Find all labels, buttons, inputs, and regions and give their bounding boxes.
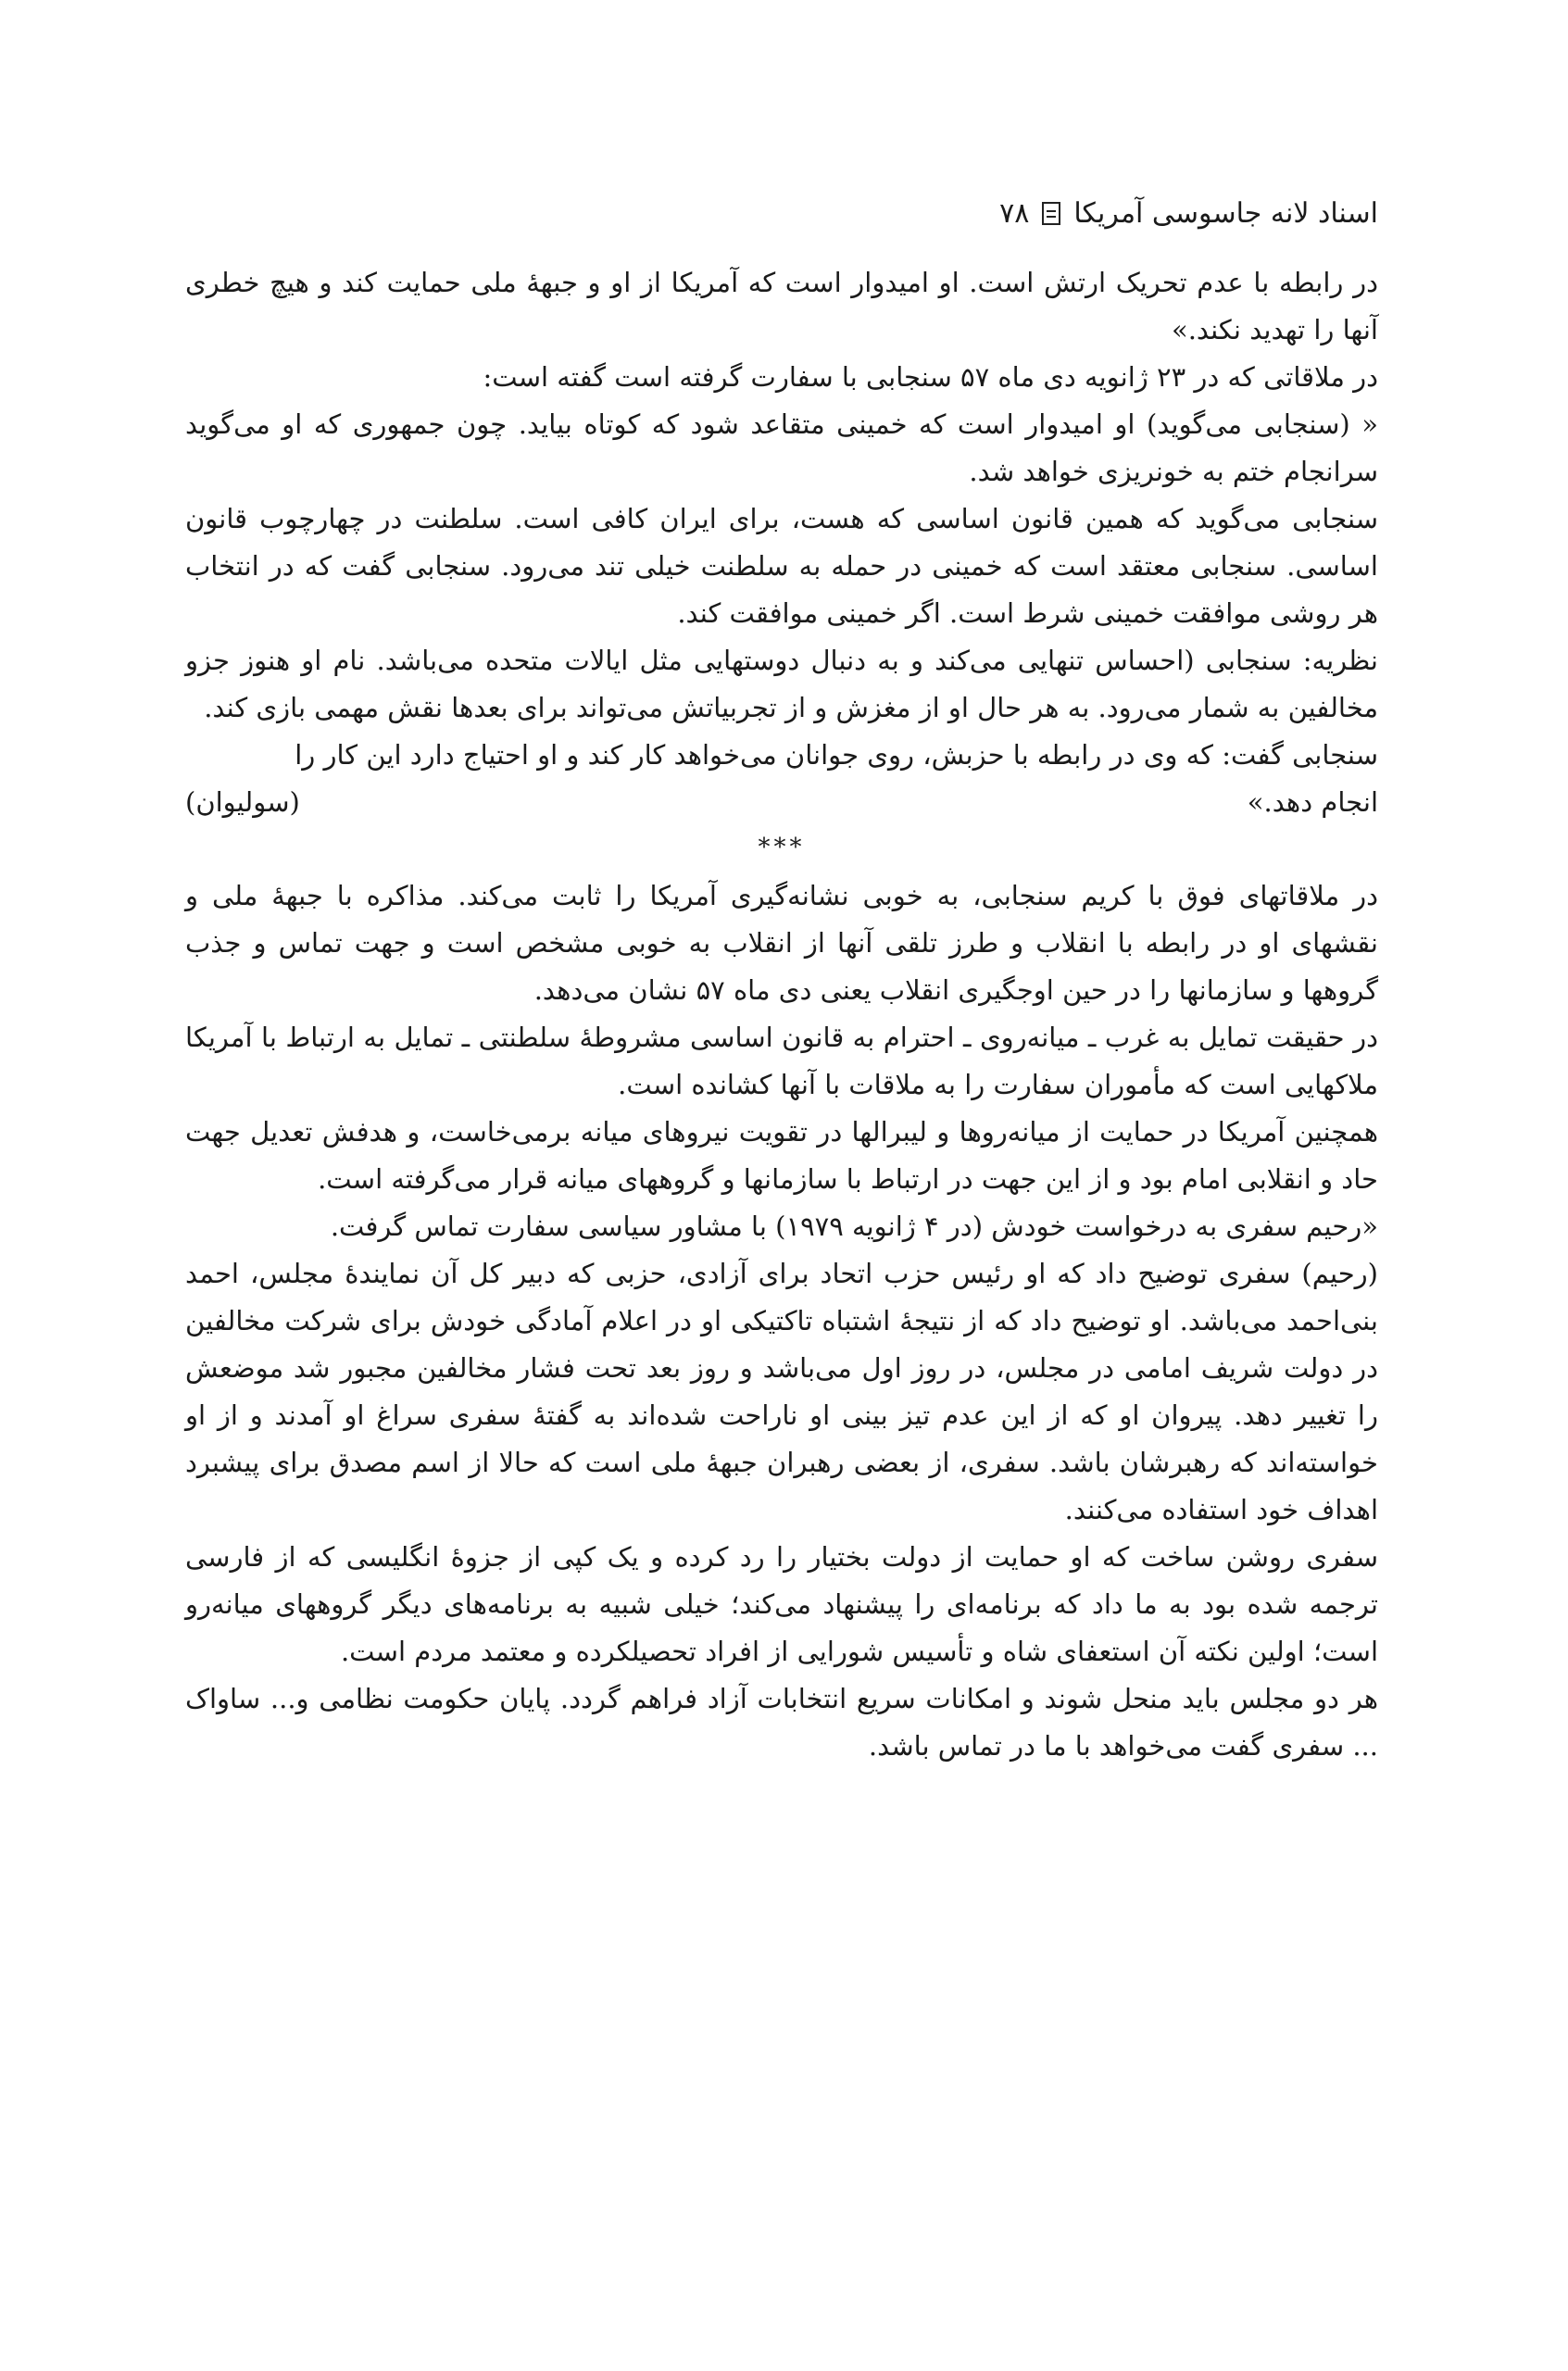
paragraph: « (سنجابی می‌گوید) او امیدوار است که خمینی متقاعد شود که کوتاه بیاید. چون جمهوری که او می‌گوید سرانجام ختم به خونریزی خواهد شد. bbox=[185, 408, 1378, 487]
paragraph: «رحیم سفری به درخواست خودش (در ۴ ژانویه ۱۹۷۹) با مشاور سیاسی سفارت تماس گرفت. bbox=[330, 1211, 1378, 1242]
page-header bbox=[190, 190, 1378, 236]
paragraph: در حقیقت تمایل به غرب ـ میانه‌روی ـ احترام به قانون اساسی مشروطهٔ سلطنتی ـ تمایل به ارتباط با آمریکا ملاکهایی است که مأموران سفارت را به ملاقات با آنها کشانده است. bbox=[185, 1022, 1378, 1100]
paragraph: (رحیم) سفری توضیح داد که او رئیس حزب اتحاد برای آزادی، حزبی که دبیر کل آن نمایندهٔ مجلس، احمد بنی‌احمد می‌باشد. او توضیح داد که از نتیجهٔ اشتباه تاکتیکی او در اعلام آمادگی خودش برای شرکت مخالفین در دولت شریف امامی در مجلس، در روز اول می‌باشد و روز بعد تحت فشار مخالفین مجبور شد موضعش را تغییر دهد. پیروان او که از این عدم تیز بینی او ناراحت شده‌اند به گفتهٔ سفری سراغ او آمدند و از او خواسته‌اند که رهبرشان باشد. سفری، از بعضی رهبران جبههٔ ملی است که حالا از اسم مصدق برای پیشبرد اهداف خود استفاده می‌کنند. bbox=[185, 1258, 1378, 1525]
book-title: اسناد لانه جاسوسی آمریکا bbox=[1073, 196, 1378, 230]
page-number: ۷۸ bbox=[999, 196, 1030, 230]
paragraph: در ملاقاتی که در ۲۳ ژانویه دی ماه ۵۷ سنجابی با سفارت گرفته است گفته است: bbox=[483, 361, 1378, 393]
paragraph: سنجابی می‌گوید که همین قانون اساسی که هست، برای ایران کافی است. سلطنت در چهارچوب قانون اساسی. سنجابی معتقد است که خمینی در حمله به سلطنت خیلی تند می‌رود. سنجابی گفت که در انتخاب هر روشی موافقت خمینی شرط است. اگر خمینی موافقت کند. bbox=[185, 503, 1378, 629]
paragraph: در رابطه با عدم تحریک ارتش است. او امیدوار است که آمریکا از او و جبههٔ ملی حمایت کند و هیچ خطری آنها را تهدید نکند.» bbox=[185, 267, 1378, 345]
document-icon bbox=[1042, 202, 1060, 225]
section-separator: *** bbox=[758, 834, 806, 861]
closing-text: انجام دهد.» bbox=[1247, 786, 1378, 818]
paragraph: در ملاقاتهای فوق با کریم سنجابی، به خوبی نشانه‌گیری آمریکا را ثابت می‌کند. مذاکره با جبههٔ ملی و نقشهای او در رابطه با انقلاب و طرز تلقی آنها از انقلاب به خوبی مشخص است و جهت تماس و جذب گروهها و سازمانها را در حین اوجگیری انقلاب یعنی دی ماه ۵۷ نشان می‌دهد. bbox=[185, 880, 1378, 1006]
paragraph: هر دو مجلس باید منحل شوند و امکانات سریع انتخابات آزاد فراهم گردد. پایان حکومت نظامی و... ساواک ... سفری گفت می‌خواهد با ما در تماس باشد. bbox=[185, 1683, 1378, 1762]
signature-line bbox=[185, 779, 1378, 826]
signature: (سولیوان) bbox=[185, 786, 300, 818]
paragraph: سنجابی گفت: که وی در رابطه با حزبش، روی جوانان می‌خواهد کار کند و او احتیاج دارد این کار را bbox=[295, 739, 1378, 771]
paragraph: همچنین آمریکا در حمایت از میانه‌روها و لیبرالها در تقویت نیروهای میانه برمی‌خاست، و هدفش تعدیل جهت حاد و انقلابی امام بود و از این جهت در ارتباط با سازمانها و گروههای میانه قرار می‌گرفته است. bbox=[185, 1116, 1378, 1195]
page-body bbox=[185, 259, 1378, 1770]
paragraph: سفری روشن ساخت که او حمایت از دولت بختیار را رد کرده و یک کپی از جزوهٔ انگلیسی که از فارسی ترجمه شده بود به ما داد که برنامه‌ای را پیشنهاد می‌کند؛ خیلی شبیه به برنامه‌های دیگر گروههای میانه‌رو است؛ اولین نکته آن استعفای شاه و تأسیس شورایی از افراد تحصیلکرده و معتمد مردم است. bbox=[185, 1541, 1378, 1667]
paragraph: نظریه: سنجابی (احساس تنهایی می‌کند و به دنبال دوستهایی مثل ایالات متحده می‌باشد. نام او هنوز جزو مخالفین به شمار می‌رود. به هر حال او از مغزش و از تجربیاتش می‌تواند برای بعدها نقش مهمی بازی کند. bbox=[185, 645, 1378, 723]
